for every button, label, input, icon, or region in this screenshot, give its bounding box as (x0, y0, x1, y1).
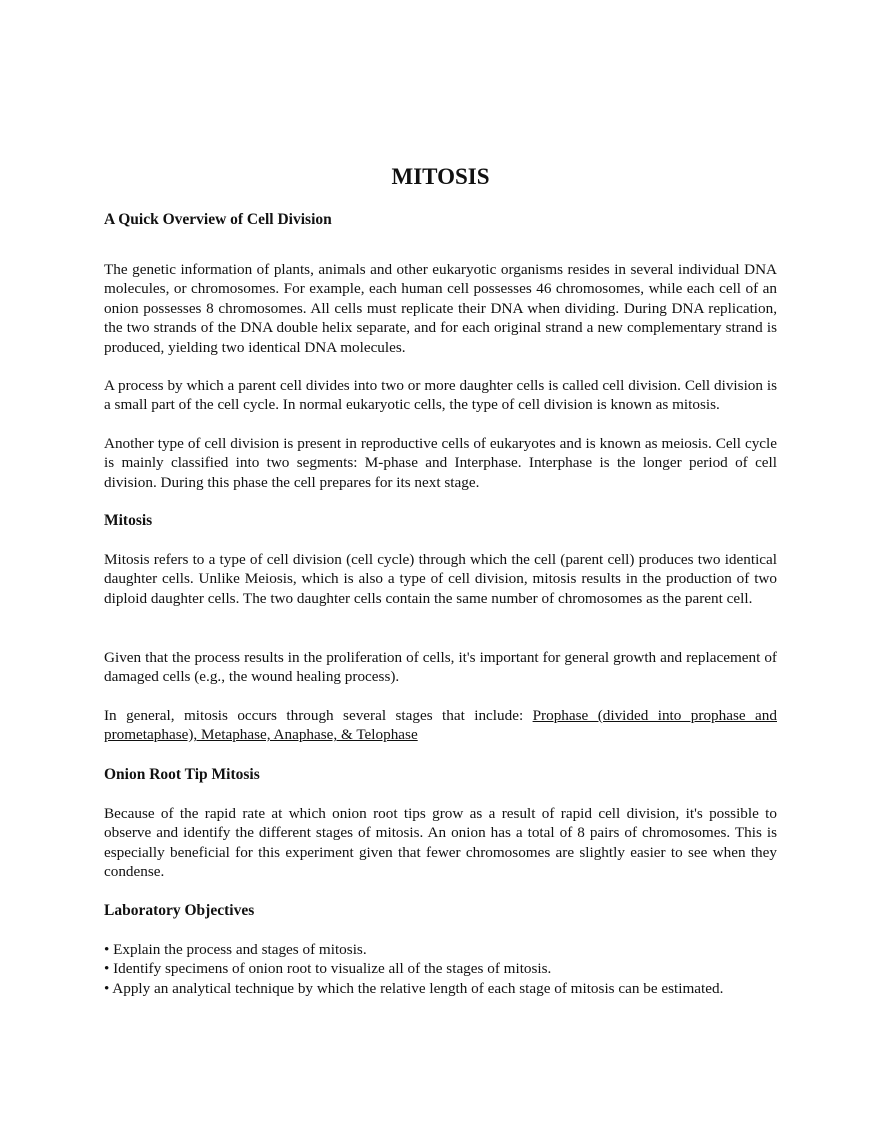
mitosis-paragraph-1: Mitosis refers to a type of cell division (cell cycle) through which the cell (parent cell) produces two identical daughter cells. Unlike Meiosis, which is also a type of cell division, mitosis results in the production of two diploid daughter cells. The two daughter cells contain the same number of chromosomes as the parent cell. (104, 551, 777, 607)
mitosis-paragraph-2: Given that the process results in the proliferation of cells, it's important for general growth and replacement of damaged cells (e.g., the wound healing process). (104, 649, 777, 686)
objective-item-2: • Identify specimens of onion root to visualize all of the stages of mitosis. (104, 960, 552, 977)
stages-link[interactable]: Prophase (divided into prophase and prometaphase), Metaphase, Anaphase, & Telophase (104, 707, 777, 744)
overview-paragraph-1: The genetic information of plants, animals and other eukaryotic organisms resides in several individual DNA molecules, or chromosomes. For example, each human cell possesses 46 chromosomes, while each cell of an onion possesses 8 chromosomes. All cells must replicate their DNA when dividing. During DNA replication, the two strands of the DNA double helix separate, and for each original strand a new complementary strand is produced, yielding two identical DNA molecules. (104, 261, 777, 356)
page-title: MITOSIS (391, 164, 490, 189)
onion-paragraph: Because of the rapid rate at which onion root tips grow as a result of rapid cell division, it's possible to observe and identify the different stages of mitosis. An onion has a total of 8 pairs of chromosomes. This is especially beneficial for this experiment given that fewer chromosomes are slightly easier to see when they condense. (104, 805, 777, 881)
mitosis-paragraph-3 (104, 706, 777, 745)
objectives-heading: Laboratory Objectives (104, 902, 255, 919)
overview-paragraph-3: Another type of cell division is present in reproductive cells of eukaryotes and is known as meiosis. Cell cycle is mainly classified into two segments: M-phase and Interphase. Interphase is the longer period of cell division. During this phase the cell prepares for its next stage. (104, 435, 777, 491)
stages-lead-text: In general, mitosis occurs through several stages that include: (104, 707, 533, 724)
overview-paragraph-2: A process by which a parent cell divides into two or more daughter cells is called cell division. Cell division is a small part of the cell cycle. In normal eukaryotic cells, the type of cell division is known as mitosis. (104, 377, 777, 414)
objective-item-3: • Apply an analytical technique by which the relative length of each stage of mitosis can be estimated. (104, 980, 724, 997)
mitosis-heading: Mitosis (104, 512, 153, 529)
objective-item-1: • Explain the process and stages of mitosis. (104, 941, 367, 958)
onion-heading: Onion Root Tip Mitosis (104, 766, 260, 783)
overview-heading: A Quick Overview of Cell Division (104, 211, 332, 228)
